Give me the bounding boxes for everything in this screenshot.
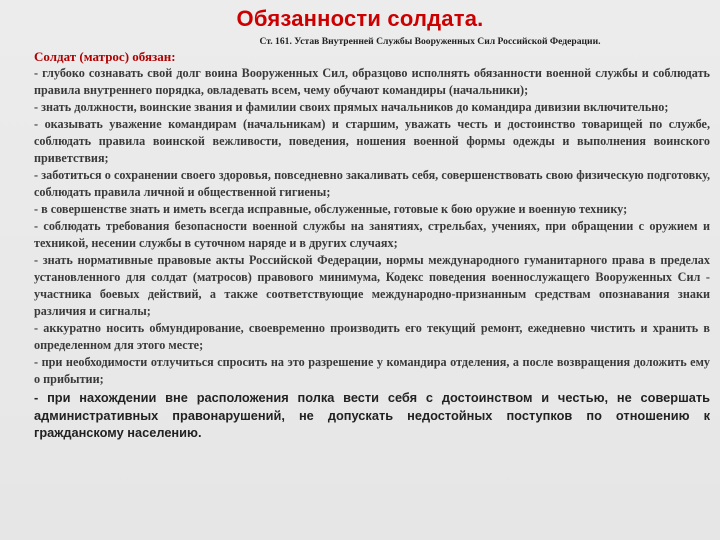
page-title: Обязанности солдата. — [236, 6, 484, 31]
duty-item: - при необходимости отлучиться спросить на это разрешение у командира отделения, а после возвращения доложить ему о прибытии; — [34, 355, 710, 386]
duty-item: - соблюдать требования безопасности военной службы на занятиях, стрельбах, учениях, при обращении с оружием и техникой, несении службы в суточном наряде и в других случаях; — [34, 219, 710, 250]
duty-item: - оказывать уважение командирам (начальникам) и старшим, уважать честь и достоинство товарищей по службе, соблюдать правила воинской вежливости, поведения, ношения военной формы одежды и выполнения воинского приветствия; — [34, 117, 710, 165]
duty-item: - знать должности, воинские звания и фамилии своих прямых начальников до командира дивизии включительно; — [34, 100, 669, 114]
article-reference: Ст. 161. Устав Внутренней Службы Вооруженных Сил Российской Федерации. — [259, 36, 601, 47]
duty-item: - в совершенстве знать и иметь всегда исправные, обслуженные, готовые к бою оружие и военную технику; — [34, 202, 628, 216]
duty-item: - аккуратно носить обмундирование, своевременно производить его текущий ремонт, ежедневно чистить и хранить в определенном для этого месте; — [34, 321, 710, 352]
duties-text — [34, 48, 710, 442]
duty-item: - при нахождении вне расположения полка вести себя с достоинством и честью, не совершать административных правонарушений, не допускать недостойных поступков по отношению к гражданскому населению. — [34, 390, 710, 440]
duty-item: - знать нормативные правовые акты Российской Федерации, нормы международного гуманитарного права в пределах установленного для солдат (матросов) правового минимума, Кодекс поведения военнослужащего Вооруженных Сил - участника боевых действий, а также соответствующие международно-признанным средствам опознавания знаки различия и сигналы; — [34, 253, 710, 318]
duty-item: - глубоко сознавать свой долг воина Вооруженных Сил, образцово исполнять обязанности военной службы и соблюдать правила внутреннего порядка, овладевать всем, чему обучают командиры (начальники); — [34, 66, 710, 97]
duty-item: - заботиться о сохранении своего здоровья, повседневно закаливать себя, совершенствовать свою физическую подготовку, соблюдать правила личной и общественной гигиены; — [34, 168, 710, 199]
lead-heading: Солдат (матрос) обязан: — [34, 49, 176, 64]
